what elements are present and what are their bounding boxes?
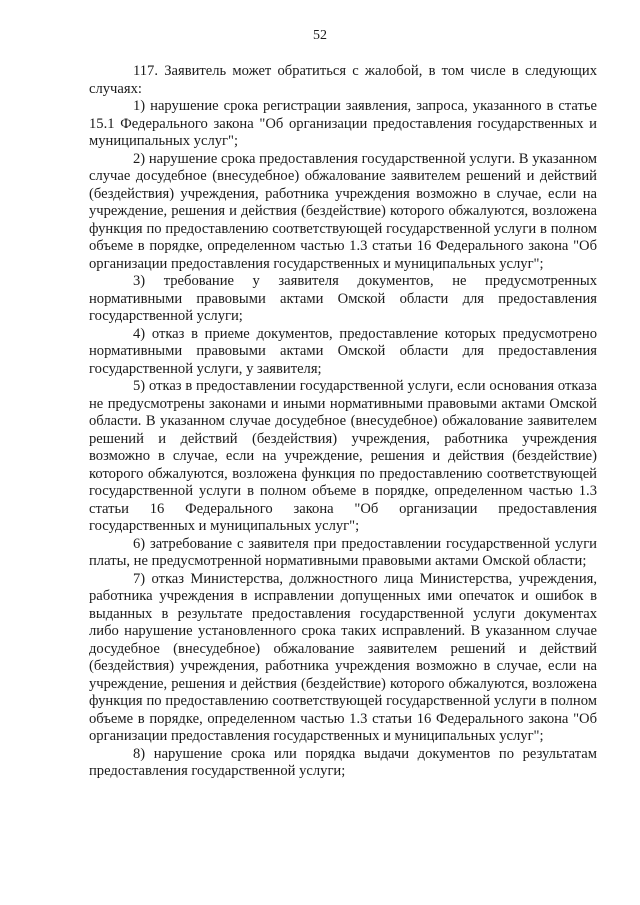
- page-number: 52: [313, 28, 327, 43]
- list-item-7: 7) отказ Министерства, должностного лица Министерства, учреждения, работника учреждения в исправлении допущенных ими опечаток и ошибок в выданных в результате предоставления государственной услуги документах либо нарушение установленного срока таких исправлений. В указанном случае досудебное (внесудебное) обжалование заявителем решений и действий (бездействия) учреждения, работника учреждения возможно в случае, если на учреждение, решения и действия (бездействие) которого обжалуются, возложена функция по предоставлению соответствующей государственной услуги в полном объеме в порядке, определенном частью 1.3 статьи 16 Федерального закона "Об организации предоставления государственных и муниципальных услуг";: [89, 570, 597, 744]
- list-item-8: 8) нарушение срока или порядка выдачи документов по результатам предоставления государственной услуги;: [89, 745, 597, 779]
- list-item-4: 4) отказ в приеме документов, предоставление которых предусмотрено нормативными правовыми актами Омской области для предоставления государственной услуги, у заявителя;: [89, 325, 597, 377]
- list-item-2: 2) нарушение срока предоставления государственной услуги. В указанном случае досудебное (внесудебное) обжалование заявителем решений и действий (бездействия) учреждения, работника учреждения возможно в случае, если на учреждение, решения и действия (бездействие) которого обжалуются, возложена функция по предоставлению соответствующей государственной услуги в полном объеме в порядке, определенном частью 1.3 статьи 16 Федерального закона "Об организации предоставления государственных и муниципальных услуг";: [89, 150, 597, 272]
- document-body: [89, 63, 597, 781]
- list-item-1: 1) нарушение срока регистрации заявления, запроса, указанного в статье 15.1 Федерального закона "Об организации предоставления государственных и муниципальных услуг";: [89, 98, 597, 149]
- list-item-6: 6) затребование с заявителя при предоставлении государственной услуги платы, не предусмотренной нормативными правовыми актами Омской области;: [89, 535, 597, 569]
- list-item-3: 3) требование у заявителя документов, не предусмотренных нормативными правовыми актами Омской области для предоставления государственной услуги;: [89, 273, 597, 324]
- list-item-5: 5) отказ в предоставлении государственной услуги, если основания отказа не предусмотрены законами и иными нормативными правовыми актами Омской области. В указанном случае досудебное (внесудебное) обжалование заявителем решений и действий (бездействия) учреждения, работника учреждения возможно в случае, если на учреждение, решения и действия (бездействие) которого обжалуются, возложена функция по предоставлению соответствующей государственной услуги в полном объеме в порядке, определенном частью 1.3 статьи 16 Федерального закона "Об организации предоставления государственных и муниципальных услуг";: [89, 378, 597, 534]
- paragraph-117-intro: 117. Заявитель может обратиться с жалобой, в том числе в следующих случаях:: [89, 63, 597, 97]
